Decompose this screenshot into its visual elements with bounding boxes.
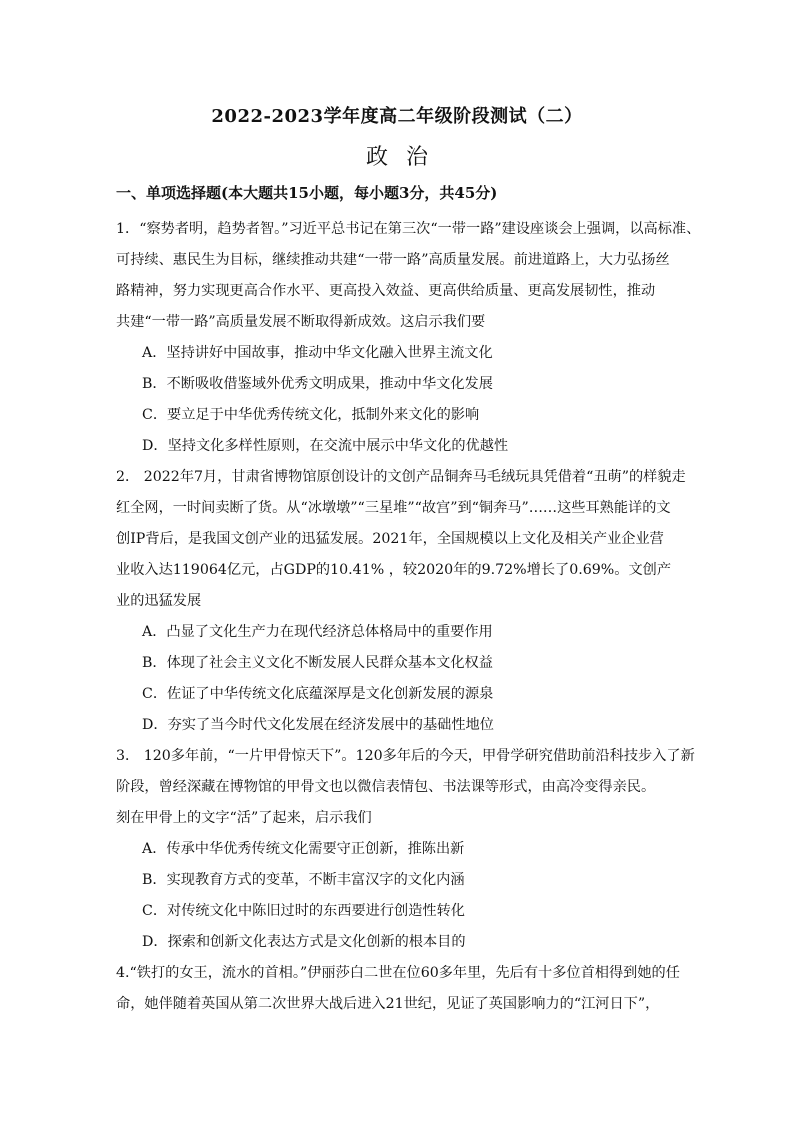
question-stem — [116, 214, 701, 338]
option-a: A．传承中华优秀传统文化需要守正创新，推陈出新 — [142, 841, 465, 857]
option-c: C．要立足于中华优秀传统文化，抵制外来文化的影响 — [142, 407, 480, 423]
option-d: D．坚持文化多样性原则，在交流中展示中华文化的优越性 — [142, 438, 509, 454]
stem-line: 路精神，努力实现更高合作水平、更高投入效益、更高供给质量、更高发展韧性，推动 — [116, 283, 656, 299]
option-d: D．夯实了当今时代文化发展在经济发展中的基础性地位 — [142, 717, 494, 733]
stem-line: 红全网，一时间卖断了货。从“冰墩墩”“三星堆”“故宫”到“铜奔马”……这些耳熟能详的文 — [116, 500, 671, 516]
question-4 — [116, 958, 680, 1020]
section-heading: 一、单项选择题(本大题共15小题，每小题3分，共45分) — [116, 184, 498, 202]
question-stem — [116, 741, 695, 834]
option-a: A．凸显了文化生产力在现代经济总体格局中的重要作用 — [142, 624, 493, 640]
question-3 — [116, 741, 695, 958]
stem-line: 创IP背后，是我国文创产业的迅猛发展。2021年，全国规模以上文化及相关产业企业营 — [116, 531, 664, 547]
stem-line: 2． 2022年7月，甘肃省博物馆原创设计的文创产品铜奔马毛绒玩具凭借着“丑萌”的样貌走 — [116, 469, 686, 485]
question-stem — [116, 958, 680, 1020]
subject-title: 政治 — [365, 145, 446, 170]
option-c: C．佐证了中华传统文化底蕴深厚是文化创新发展的源泉 — [142, 686, 494, 702]
option-d: D．探索和创新文化表达方式是文化创新的根本目的 — [142, 934, 466, 950]
stem-line: 1．“察势者明，趋势者智。”习近平总书记在第三次“一带一路”建设座谈会上强调，以高标准、 — [116, 221, 701, 237]
stem-line: 刻在甲骨上的文字“活”了起来，启示我们 — [116, 810, 372, 826]
stem-line: 可持续、惠民生为目标，继续推动共建“一带一路”高质量发展。前进道路上，大力弘扬丝 — [116, 252, 670, 268]
option-b: B．体现了社会主义文化不断发展人民群众基本文化权益 — [142, 655, 493, 671]
option-a: A．坚持讲好中国故事，推动中华文化融入世界主流文化 — [142, 345, 493, 361]
stem-line: 4.“铁打的女王，流水的首相。”伊丽莎白二世在位60多年里，先后有十多位首相得到她的任 — [116, 965, 680, 981]
stem-line: 3． 120多年前，“一片甲骨惊天下”。120多年后的今天，甲骨学研究借助前沿科技步入了新 — [116, 748, 695, 764]
stem-line: 阶段，曾经深藏在博物馆的甲骨文也以微信表情包、书法课等形式，由高冷变得亲民。 — [116, 779, 656, 795]
option-b: B．不断吸收借鉴域外优秀文明成果，推动中华文化发展 — [142, 376, 493, 392]
stem-line: 共建“一带一路”高质量发展不断取得新成效。这启示我们要 — [116, 314, 486, 330]
stem-line: 命，她伴随着英国从第二次世界大战后进入21世纪，见证了英国影响力的“江河日下”， — [116, 996, 660, 1012]
option-b: B．实现教育方式的变革，不断丰富汉字的文化内涵 — [142, 872, 465, 888]
question-1 — [116, 214, 701, 462]
question-2 — [116, 462, 686, 741]
option-c: C．对传统文化中陈旧过时的东西要进行创造性转化 — [142, 903, 465, 919]
exam-title: 2022-2023学年度高二年级阶段测试（二） — [211, 106, 583, 127]
stem-line: 业收入达119064亿元，占GDP的10.41% ，较2020年的9.72%增长了0.69%。文创产 — [116, 562, 672, 578]
question-stem — [116, 462, 686, 617]
stem-line: 业的迅猛发展 — [116, 593, 202, 609]
